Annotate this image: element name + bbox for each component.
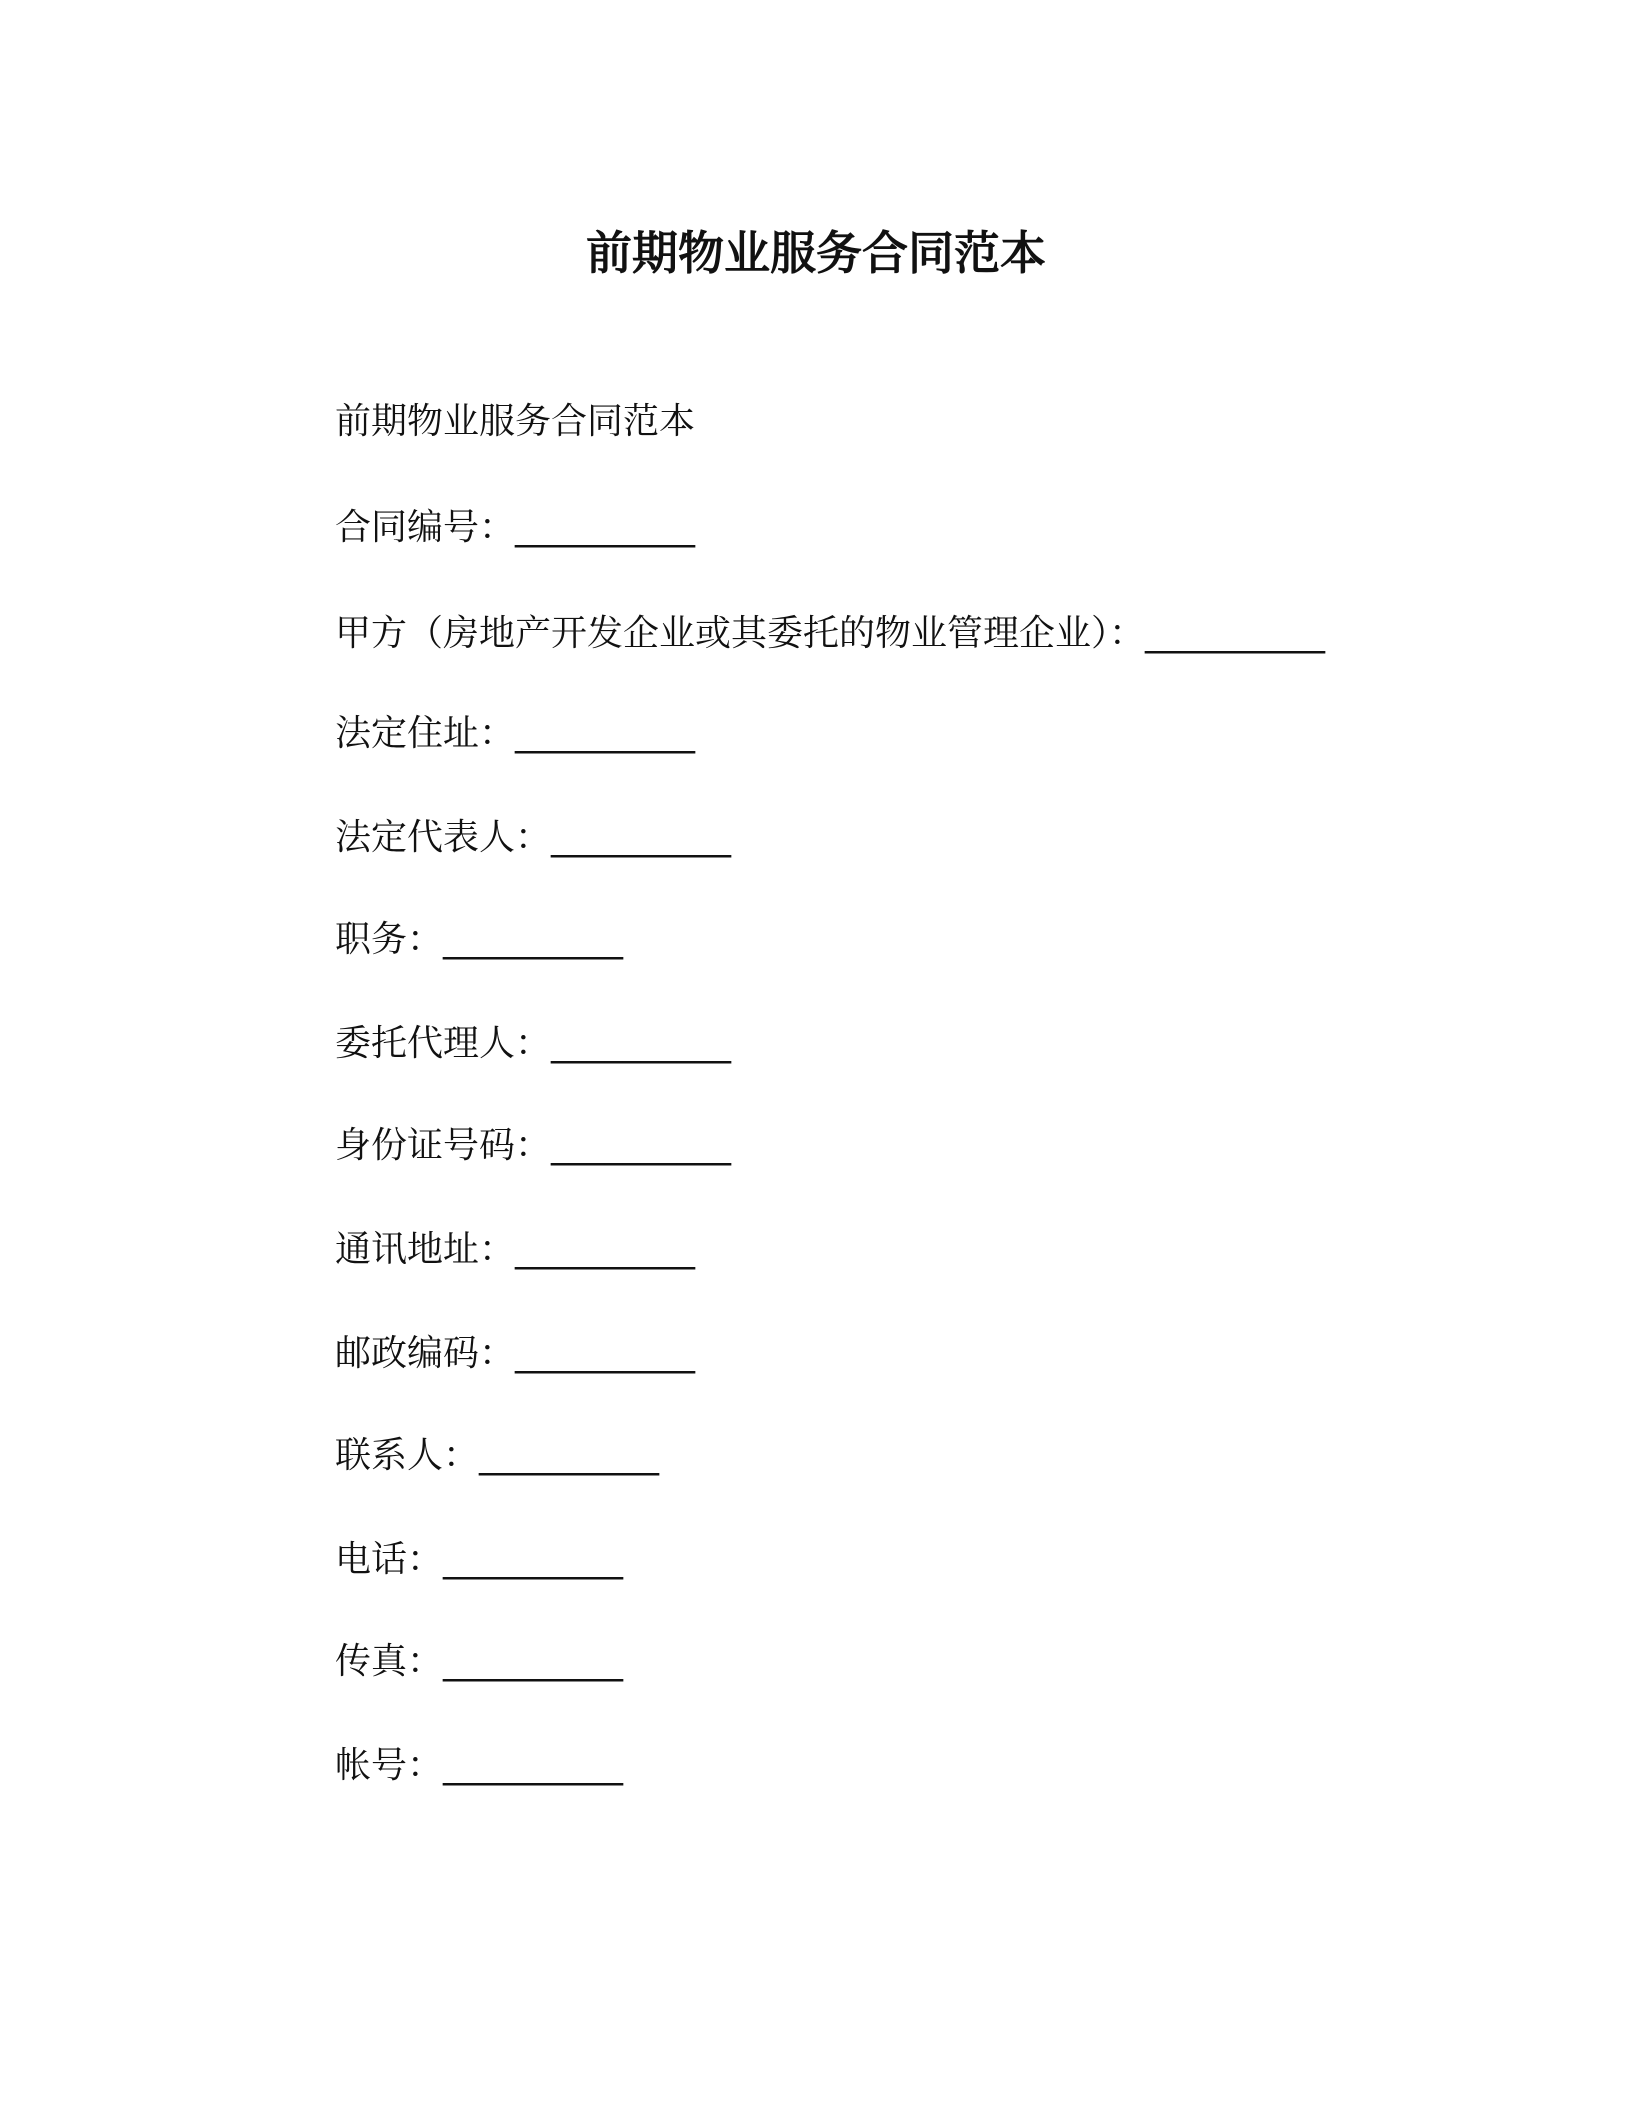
account-number-line: 帐号：__________ bbox=[335, 1745, 624, 1786]
legal-address-line: 法定住址：__________ bbox=[335, 713, 696, 754]
contact-person-line: 联系人：__________ bbox=[335, 1435, 660, 1476]
mailing-address-line: 通讯地址：__________ bbox=[335, 1229, 696, 1270]
authorized-agent-line: 委托代理人：__________ bbox=[335, 1023, 732, 1064]
phone-line: 电话：__________ bbox=[335, 1539, 624, 1580]
position-line: 职务：__________ bbox=[335, 919, 624, 960]
legal-representative-line: 法定代表人：__________ bbox=[335, 817, 732, 858]
document-title: 前期物业服务合同范本 bbox=[586, 226, 1046, 280]
id-number-line: 身份证号码：__________ bbox=[335, 1125, 732, 1166]
postal-code-line: 邮政编码：__________ bbox=[335, 1333, 696, 1374]
party-a-line: 甲方（房地产开发企业或其委托的物业管理企业）：__________ bbox=[335, 613, 1326, 654]
fax-line: 传真：__________ bbox=[335, 1641, 624, 1682]
subtitle-line: 前期物业服务合同范本 bbox=[335, 401, 696, 442]
contract-number-line: 合同编号：__________ bbox=[335, 507, 696, 548]
